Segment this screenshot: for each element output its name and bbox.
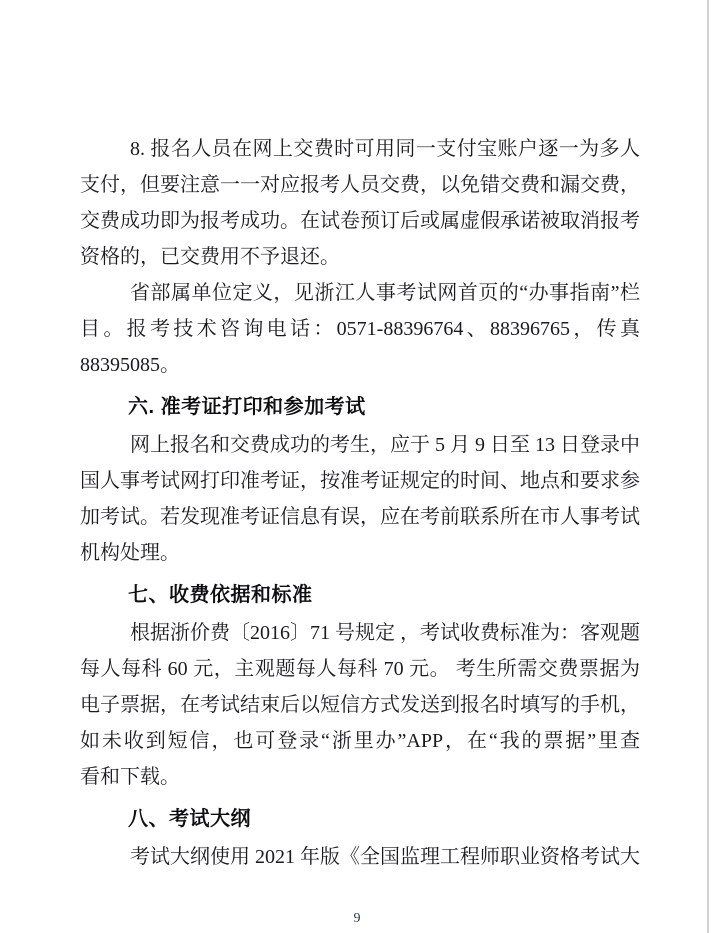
section-heading: 六. 准考证打印和参加考试 [128, 396, 366, 418]
text-line: 资格的，已交费用不予退还。 [80, 246, 340, 268]
text-line: 看和下载。 [80, 766, 180, 788]
paragraph [80, 131, 640, 275]
paragraph [80, 427, 640, 571]
paragraph [80, 839, 640, 875]
text-line: 每人每科 60 元，主观题每人每科 70 元。 考生所需交费票据为 [80, 658, 640, 680]
paragraph [80, 615, 640, 795]
text-line: 交费成功即为报考成功。在试卷预订后或属虚假承诺被取消报考 [80, 210, 640, 232]
text-line: 支付，但要注意一一对应报考人员交费，以免错交费和漏交费， [80, 174, 640, 196]
text-line: 目。报考技术咨询电话：0571-88396764、88396765，传真 [80, 318, 640, 340]
text-line: 省部属单位定义，见浙江人事考试网首页的“办事指南”栏 [130, 282, 640, 304]
text-line: 8. 报名人员在网上交费时可用同一支付宝账户逐一为多人 [130, 138, 640, 160]
text-line: 如未收到短信，也可登录“浙里办”APP，在“我的票据”里查 [80, 730, 640, 752]
page-number: 9 [353, 911, 361, 926]
section-heading: 七、收费依据和标准 [128, 584, 313, 606]
text-line: 加考试。若发现准考证信息有误，应在考前联系所在市人事考试 [80, 506, 640, 528]
paragraph [80, 275, 640, 383]
text-line: 88395085。 [80, 354, 180, 376]
section-heading: 八、考试大纲 [128, 808, 251, 830]
text-line: 网上报名和交费成功的考生，应于 5 月 9 日至 13 日登录中 [130, 434, 640, 456]
document-content [80, 131, 640, 875]
text-line: 考试大纲使用 2021 年版《全国监理工程师职业资格考试大 [130, 846, 640, 868]
scan-edge-line [707, 0, 709, 933]
text-line: 根据浙价费〔2016〕71 号规定 ，考试收费标准为：客观题 [130, 622, 640, 644]
text-line: 机构处理。 [80, 542, 180, 564]
text-line: 国人事考试网打印准考证，按准考证规定的时间、地点和要求参 [80, 470, 640, 492]
text-line: 电子票据，在考试结束后以短信方式发送到报名时填写的手机， [80, 694, 640, 716]
